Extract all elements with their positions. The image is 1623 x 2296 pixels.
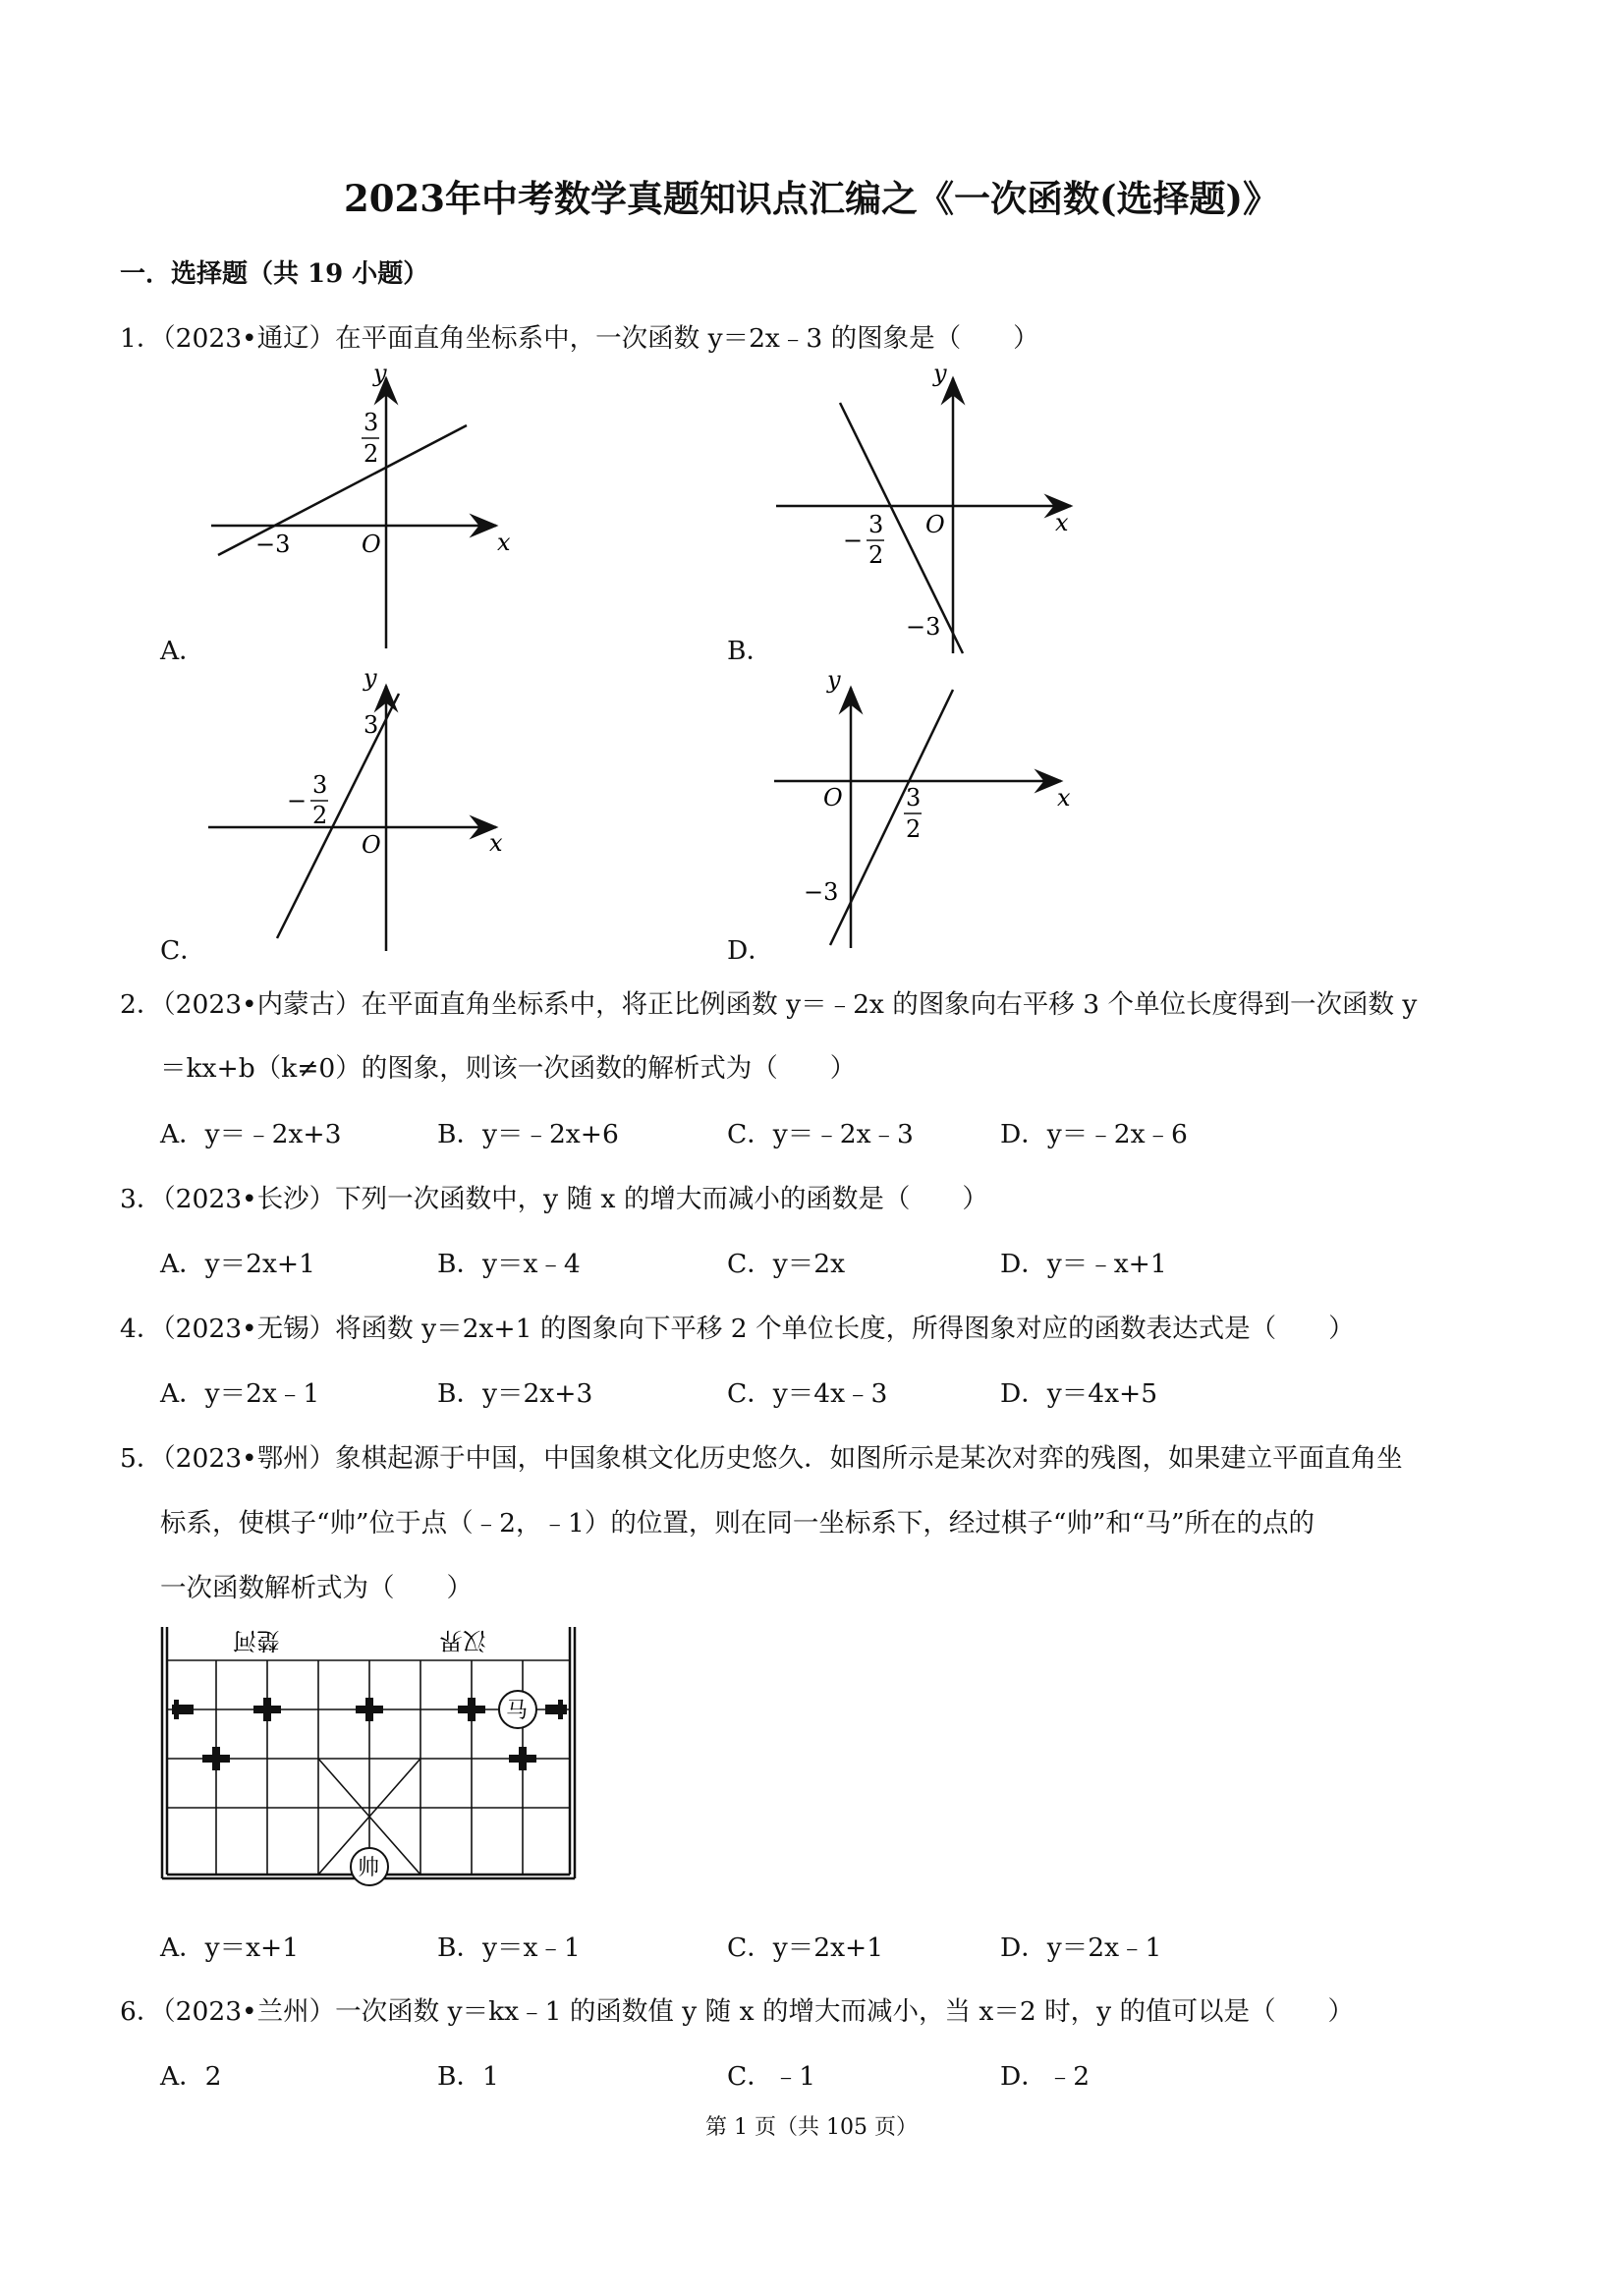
question-6-text: 6．（2023•兰州）一次函数 y＝kx﹣1 的函数值 y 随 x 的增大而减小，当 x＝2 时，y 的值可以是（ ） — [120, 1996, 1355, 2027]
question-1-text: 1．（2023•通辽）在平面直角坐标系中，一次函数 y＝2x﹣3 的图象是（ ） — [120, 323, 1039, 354]
river-text-right: 汉界 — [439, 1627, 486, 1654]
q6-option-d: D．﹣2 — [1000, 2061, 1091, 2092]
x-intercept-fraction — [904, 784, 922, 843]
svg-text:2: 2 — [312, 802, 328, 829]
q3-option-d: D．y＝﹣x+1 — [1000, 1249, 1167, 1279]
q4-option-d: D．y＝4x+5 — [1000, 1378, 1158, 1409]
origin-label: O — [823, 784, 843, 812]
y-intercept-label: 3 — [364, 711, 379, 739]
function-line — [830, 690, 953, 945]
x-intercept-label: −3 — [255, 531, 291, 558]
q1-option-b-label: B． — [727, 636, 772, 666]
origin-label: O — [362, 531, 381, 558]
q1-option-d-label: D． — [727, 935, 774, 966]
x-axis-label: x — [497, 529, 511, 556]
question-2-line-2: ＝kx+b（k≠0）的图象，则该一次函数的解析式为（ ） — [160, 1053, 857, 1084]
q5-option-c: C．y＝2x+1 — [727, 1932, 884, 1963]
question-4-text: 4．（2023•无锡）将函数 y＝2x+1 的图象向下平移 2 个单位长度，所得图象对应的函数表达式是（ ） — [120, 1314, 1355, 1344]
q1-option-a-label: A． — [160, 636, 205, 666]
svg-text:2: 2 — [868, 541, 884, 569]
svg-text:−: − — [843, 527, 864, 554]
chess-board-figure — [152, 1621, 585, 1891]
question-5-line-2: 标系，使棋子“帅”位于点（﹣2，﹣1）的位置，则在同一坐标系下，经过棋子“帅”和“马”所在的点的 — [160, 1508, 1315, 1539]
q1-graph-a — [196, 364, 521, 658]
origin-label: O — [925, 511, 945, 538]
x-intercept-fraction — [287, 771, 328, 829]
x-intercept-fraction — [843, 511, 884, 569]
q3-option-a: A．y＝2x+1 — [160, 1249, 315, 1279]
svg-text:3: 3 — [906, 784, 922, 812]
svg-text:−: − — [287, 787, 308, 814]
y-intercept-label: −3 — [804, 878, 839, 906]
q2-option-d: D．y＝﹣2x﹣6 — [1000, 1119, 1188, 1149]
svg-text:3: 3 — [364, 409, 379, 436]
piece-general — [351, 1848, 388, 1885]
q5-option-b: B．y＝x﹣1 — [437, 1932, 581, 1963]
q2-option-a: A．y＝﹣2x+3 — [160, 1119, 342, 1149]
q4-option-a: A．y＝2x﹣1 — [160, 1378, 320, 1409]
x-axis-label: x — [489, 829, 503, 857]
q1-option-c-label: C． — [160, 935, 206, 966]
svg-text:马: 马 — [506, 1699, 529, 1723]
river-text-left: 楚河 — [233, 1627, 280, 1654]
svg-text:帅: 帅 — [358, 1856, 380, 1880]
q2-option-c: C．y＝﹣2x﹣3 — [727, 1119, 914, 1149]
svg-text:3: 3 — [868, 511, 884, 538]
q1-graph-d — [766, 658, 1091, 958]
q6-option-b: B．1 — [437, 2061, 499, 2092]
svg-text:2: 2 — [906, 815, 922, 843]
q1-graph-c — [196, 658, 521, 958]
q5-option-d: D．y＝2x﹣1 — [1000, 1932, 1162, 1963]
x-axis-label: x — [1055, 509, 1069, 536]
y-intercept-label: −3 — [906, 613, 941, 641]
y-axis-label: y — [827, 666, 841, 694]
q3-option-c: C．y＝2x — [727, 1249, 846, 1279]
q3-option-b: B．y＝x﹣4 — [437, 1249, 581, 1279]
section-heading: 一．选择题（共 19 小题） — [120, 259, 429, 289]
q4-option-b: B．y＝2x+3 — [437, 1378, 593, 1409]
svg-text:3: 3 — [312, 771, 328, 799]
q6-option-a: A．2 — [160, 2061, 222, 2092]
question-2-line-1: 2．（2023•内蒙古）在平面直角坐标系中，将正比例函数 y＝﹣2x 的图象向右平移 3 个单位长度得到一次函数 y — [120, 989, 1418, 1020]
svg-text:2: 2 — [364, 440, 379, 468]
y-axis-label: y — [373, 364, 387, 387]
q4-option-c: C．y＝4x﹣3 — [727, 1378, 888, 1409]
x-axis-label: x — [1057, 784, 1071, 812]
y-axis-label: y — [364, 664, 377, 692]
q5-option-a: A．y＝x+1 — [160, 1932, 300, 1963]
function-line — [277, 694, 399, 938]
question-5-line-1: 5．（2023•鄂州）象棋起源于中国，中国象棋文化历史悠久．如图所示是某次对弈的残图，如果建立平面直角坐 — [120, 1443, 1403, 1474]
y-intercept-fraction — [362, 409, 379, 468]
question-3-text: 3．（2023•长沙）下列一次函数中，y 随 x 的增大而减小的函数是（ ） — [120, 1184, 988, 1214]
q6-option-c: C．﹣1 — [727, 2061, 816, 2092]
question-5-line-3: 一次函数解析式为（ ） — [160, 1573, 473, 1603]
q1-graph-b — [766, 364, 1091, 658]
page-title: 2023年中考数学真题知识点汇编之《一次函数(选择题)》 — [344, 177, 1279, 220]
piece-horse — [499, 1691, 536, 1728]
page-footer: 第 1 页（共 105 页） — [705, 2115, 918, 2140]
y-axis-label: y — [933, 364, 947, 387]
origin-label: O — [362, 831, 381, 859]
q2-option-b: B．y＝﹣2x+6 — [437, 1119, 619, 1149]
